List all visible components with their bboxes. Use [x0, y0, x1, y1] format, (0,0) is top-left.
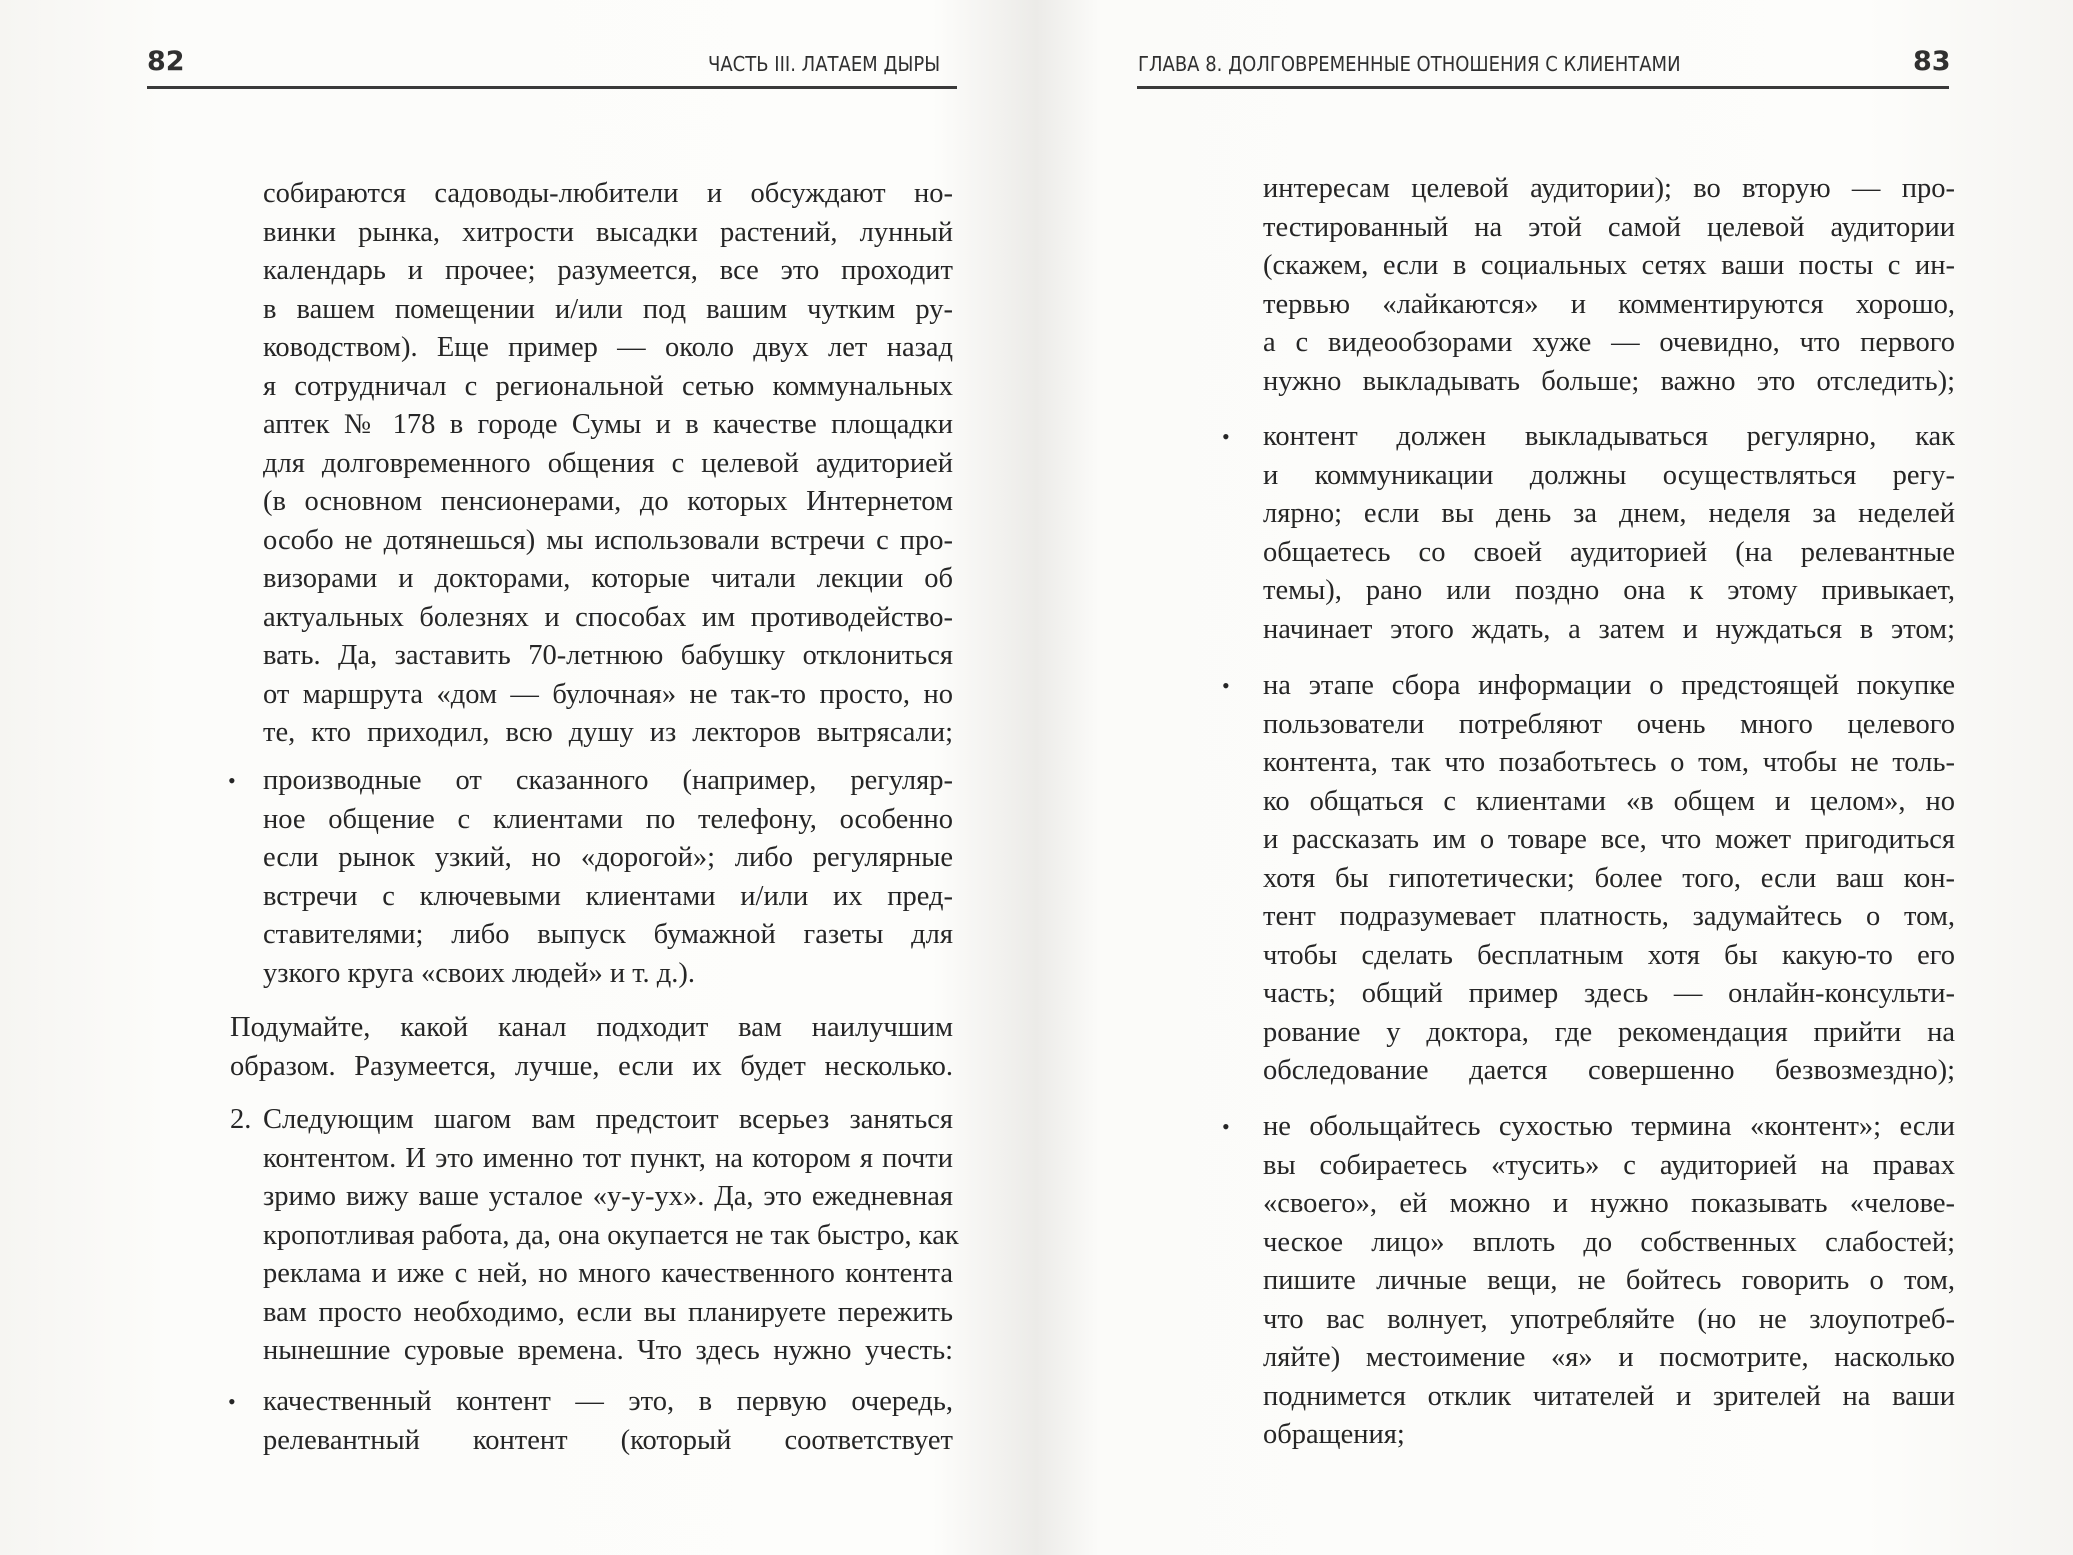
text-line: интересам целевой аудитории); во вторую — про-	[1263, 173, 1955, 204]
text-line: тервью «лайкаются» и комментируются хорошо,	[1263, 288, 1955, 320]
numbered-item	[263, 1101, 959, 1371]
text-line: актуальных болезнях и способах им противодейство-	[263, 601, 953, 633]
text-line: (в основном пенсионерами, до которых Интернетом	[263, 486, 953, 517]
bullet-item	[1263, 418, 1955, 649]
text-line: аптек № 178 в городе Сумы и в качестве площадки	[263, 409, 953, 440]
text-line: ставителями; либо выпуск бумажной газеты для	[263, 919, 953, 950]
bullet-icon: •	[228, 768, 236, 793]
text-line: ко общаться с клиентами «в общем и целом», но	[1263, 785, 1955, 817]
text-line: тент подразумевает платность, задумайтесь о том,	[1263, 901, 1955, 932]
text-line: образом. Разумеется, лучше, если их будет несколько.	[230, 1050, 953, 1082]
text-line: те, кто приходил, всю душу из лекторов вытрясали;	[263, 717, 953, 748]
text-line: качественный контент — это, в первую очередь,	[263, 1386, 953, 1417]
text-line: хотя бы гипотетически; более того, если ваш кон-	[1263, 862, 1955, 894]
paragraph	[230, 1009, 953, 1086]
text-line: от маршрута «дом — булочная» не так-то просто, но	[263, 678, 953, 710]
text-line: кропотливая работа, да, она окупается не так быстро, как	[263, 1219, 959, 1251]
text-line: что вас волнует, употребляйте (но не злоупотреб-	[1263, 1303, 1955, 1335]
text-line: на этапе сбора информации о предстоящей покупке	[1263, 670, 1955, 701]
paragraph	[1263, 170, 1955, 401]
text-line: зримо вижу ваше усталое «у-у-ух». Да, это ежедневная	[263, 1181, 953, 1212]
text-line: вать. Да, заставить 70-летнюю бабушку отклониться	[263, 640, 953, 671]
text-line: если рынок узкий, но «дорогой»; либо регулярные	[263, 842, 953, 873]
bullet-item	[263, 762, 953, 993]
running-head-left: ЧАСТЬ III. ЛАТАЕМ ДЫРЫ	[708, 52, 941, 76]
text-line: в вашем помещении и/или под вашим чутким ру-	[263, 293, 953, 325]
text-line: часть; общий пример здесь — онлайн-консульти-	[1263, 978, 1955, 1009]
text-line: поднимется отклик читателей и зрителей на ваши	[1263, 1380, 1955, 1412]
page-number-right: 83	[1913, 46, 1951, 77]
text-line: контентом. И это именно тот пункт, на котором я почти	[263, 1142, 953, 1174]
text-line: ческое лицо» вплоть до собственных слабостей;	[1263, 1226, 1955, 1258]
running-head-right: ГЛАВА 8. ДОЛГОВРЕМЕННЫЕ ОТНОШЕНИЯ С КЛИЕНТАМИ	[1138, 52, 1681, 76]
text-line: нынешние суровые времена. Что здесь нужно учесть:	[263, 1335, 953, 1366]
text-line: общаетесь со своей аудиторией (на релевантные	[1263, 536, 1955, 568]
text-line: контент должен выкладываться регулярно, как	[1263, 421, 1955, 452]
text-line: и рассказать им о товаре все, что может пригодиться	[1263, 824, 1955, 855]
text-line: особо не дотянешься) мы использовали встречи с про-	[263, 524, 953, 556]
list-number: 2.	[230, 1104, 252, 1135]
bullet-item	[263, 1383, 953, 1460]
text-line: контента, так что позаботьтесь о том, чтобы не толь-	[1263, 747, 1955, 778]
text-line: собираются садоводы-любители и обсуждают но-	[263, 178, 953, 209]
text-line: для долговременного общения с целевой аудиторией	[263, 447, 953, 479]
bullet-item	[1263, 667, 1955, 1091]
bullet-icon: •	[228, 1389, 236, 1414]
text-line: (скажем, если в социальных сетях ваши посты с ин-	[1263, 250, 1955, 281]
paragraph	[263, 175, 953, 753]
text-line: встречи с ключевыми клиентами и/или их пред-	[263, 880, 953, 912]
text-line: вы собираетесь «тусить» с аудиторией на правах	[1263, 1149, 1955, 1181]
bullet-icon: •	[1222, 1114, 1230, 1139]
text-line: нужно выкладывать больше; важно это отследить);	[1263, 365, 1955, 397]
text-line: пишите личные вещи, не бойтесь говорить о том,	[1263, 1265, 1955, 1296]
header-rule-right	[1137, 86, 1949, 89]
header-rule-left	[147, 86, 957, 89]
text-line: релевантный контент (который соответствует	[263, 1424, 953, 1456]
text-line: лярно; если вы день за днем, неделя за неделей	[1263, 498, 1955, 529]
text-line: обследование дается совершенно безвозмездно);	[1263, 1055, 1955, 1086]
text-line: «своего», ей можно и нужно показывать «челове-	[1263, 1188, 1955, 1219]
text-line: визорами и докторами, которые читали лекции об	[263, 563, 953, 594]
text-line: узкого круга «своих людей» и т. д.).	[263, 957, 696, 989]
text-line: ководством). Еще пример — около двух лет назад	[263, 332, 953, 363]
text-line: начинает этого ждать, а затем и нуждаться в этом;	[1263, 613, 1955, 645]
text-line: Следующим шагом вам предстоит всерьез заняться	[263, 1104, 953, 1135]
text-line: реклама и иже с ней, но много качественного контента	[263, 1258, 953, 1289]
text-line: пользователи потребляют очень много целевого	[1263, 708, 1955, 740]
text-line: календарь и прочее; разумеется, все это проходит	[263, 255, 953, 286]
text-line: ное общение с клиентами по телефону, особенно	[263, 803, 953, 835]
text-line: обращения;	[1263, 1419, 1405, 1450]
page-number-left: 82	[147, 46, 185, 77]
bullet-icon: •	[1222, 424, 1230, 449]
bullet-icon: •	[1222, 673, 1230, 698]
text-line: винки рынка, хитрости высадки растений, лунный	[263, 216, 953, 248]
text-line: Подумайте, какой канал подходит вам наилучшим	[230, 1012, 953, 1043]
text-line: а с видеообзорами хуже — очевидно, что первого	[1263, 327, 1955, 358]
text-line: производные от сказанного (например, регуляр-	[263, 765, 953, 796]
text-line: ляйте) местоимение «я» и посмотрите, насколько	[1263, 1342, 1955, 1373]
text-line: рование у доктора, где рекомендация прийти на	[1263, 1016, 1955, 1048]
text-line: я сотрудничал с региональной сетью коммунальных	[263, 370, 953, 402]
text-line: и коммуникации должны осуществляться регу-	[1263, 459, 1955, 491]
text-line: темы), рано или поздно она к этому привыкает,	[1263, 575, 1955, 606]
text-line: чтобы сделать бесплатным хотя бы какую-то его	[1263, 939, 1955, 971]
text-line: вам просто необходимо, если вы планируете пережить	[263, 1296, 953, 1328]
text-line: не обольщайтесь сухостью термина «контент»; если	[1263, 1111, 1955, 1142]
bullet-item	[1263, 1108, 1955, 1455]
text-line: тестированный на этой самой целевой аудитории	[1263, 211, 1955, 243]
